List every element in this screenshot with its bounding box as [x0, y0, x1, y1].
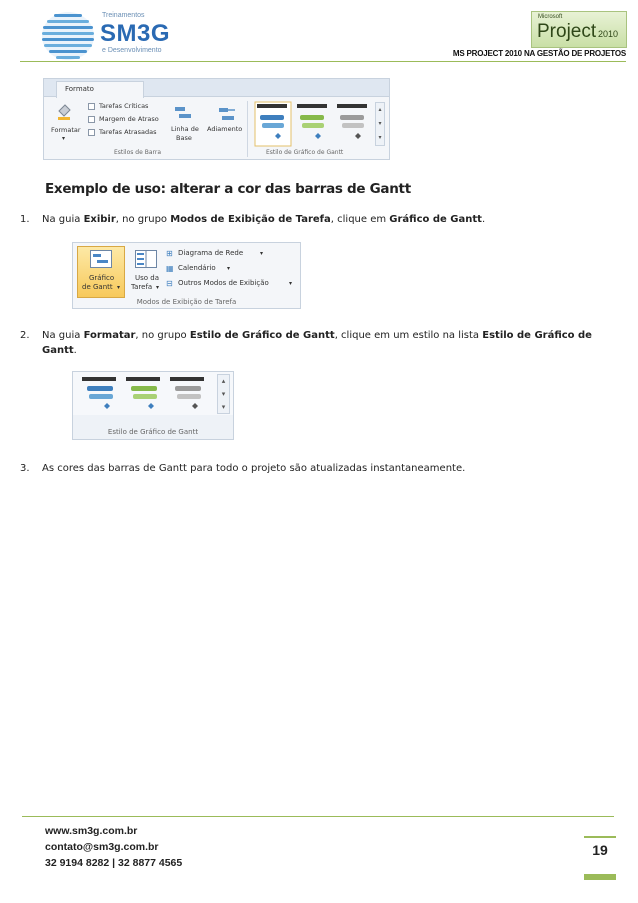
step-text: Na guia Exibir, no grupo Modos de Exibição de Tarefa, clique em Gráfico de Gantt. [42, 214, 486, 225]
chevron-down-icon: ▾ [260, 250, 264, 257]
uso-da-tarefa-button[interactable]: Tarefa [131, 283, 153, 291]
adiamento-button[interactable]: Adiamento [207, 125, 243, 133]
gantt-style-gallery[interactable] [79, 375, 209, 413]
checkbox-tarefas-atrasadas[interactable] [88, 129, 95, 136]
gantt-style-gray [337, 104, 367, 139]
footer-email[interactable]: contato@sm3g.com.br [45, 841, 159, 853]
page-number-bar-bottom [584, 874, 616, 880]
header-title: MS PROJECT 2010 NA GESTÃO DE PROJETOS [452, 49, 626, 58]
header-divider [20, 61, 626, 62]
group-label-estilo-gantt: Estilo de Gráfico de Gantt [266, 149, 344, 156]
footer-contact [45, 823, 182, 871]
diagrama-de-rede-button[interactable]: Diagrama de Rede [178, 249, 244, 257]
group-label-estilos-de-barra: Estilos de Barra [114, 149, 162, 156]
ribbon-exibir-screenshot [72, 242, 301, 309]
project-2010-logo [531, 11, 627, 48]
gantt-style-green [126, 377, 160, 409]
product-year: 2010 [598, 29, 619, 39]
footer-divider [22, 816, 614, 817]
tab-formato[interactable]: Formato [56, 81, 144, 98]
gantt-style-gray [170, 377, 204, 409]
checkbox-margem-de-atraso[interactable] [88, 116, 95, 123]
globe-icon [40, 10, 96, 62]
step-text: Na guia Formatar, no grupo Estilo de Gráfico de Gantt, clique em um estilo na lista Estilo de Gráfico de Gantt. [42, 330, 592, 356]
check-label: Tarefas Críticas [99, 102, 149, 110]
task-usage-icon [135, 250, 157, 268]
chevron-down-icon: ▾ [227, 265, 231, 272]
gantt-style-green [297, 104, 327, 139]
step-number: 1. [20, 214, 30, 225]
footer-website[interactable]: www.sm3g.com.br [45, 825, 138, 837]
linha-de-base-label[interactable]: Base [176, 134, 192, 142]
page-number: 19 [592, 842, 608, 858]
checkbox-tarefas-criticas[interactable] [88, 103, 95, 110]
calendar-icon: ▦ [166, 264, 174, 273]
uso-da-tarefa-button[interactable]: Uso da [135, 274, 160, 282]
paint-bucket-icon [56, 103, 72, 121]
product-vendor: Microsoft [538, 14, 563, 20]
chevron-down-icon: ▾ [117, 284, 121, 291]
gantt-chart-icon [90, 250, 112, 268]
slack-icon [218, 105, 236, 123]
page-number-bar-top [584, 836, 616, 838]
outros-modos-button[interactable]: Outros Modos de Exibição [178, 279, 269, 287]
grafico-label: de Gantt [82, 283, 113, 291]
step-1 [20, 212, 600, 227]
logo-tagline-top: Treinamentos [102, 12, 145, 19]
chevron-down-icon: ▾ [156, 284, 160, 291]
step-number: 2. [20, 330, 30, 341]
gantt-style-gallery-screenshot [72, 371, 234, 415]
chevron-down-icon: ▾ [289, 280, 293, 287]
step-3 [20, 461, 600, 476]
step-text: As cores das barras de Gantt para todo o projeto são atualizadas instantaneamente. [42, 463, 466, 474]
formatar-button[interactable]: Formatar [51, 126, 81, 134]
product-name: Project [537, 21, 597, 42]
group-label-estilo-gantt: Estilo de Gráfico de Gantt [72, 415, 234, 440]
logo-brand: SM3G [100, 20, 171, 47]
step-2 [20, 328, 600, 358]
step-number: 3. [20, 463, 30, 474]
baseline-icon [174, 105, 192, 123]
calendario-button[interactable]: Calendário [178, 264, 216, 272]
grafico-label: Gráfico [89, 274, 115, 282]
gallery-scroll-buttons[interactable]: ▴ ▾ ▾ [217, 374, 230, 414]
check-label: Tarefas Atrasadas [99, 128, 157, 136]
group-separator [247, 101, 248, 157]
linha-de-base-label[interactable]: Linha de [171, 125, 199, 133]
section-heading: Exemplo de uso: alterar a cor das barras de Gantt [45, 181, 411, 197]
gantt-style-blue [82, 377, 116, 409]
other-views-icon: ⊟ [166, 279, 173, 288]
footer-phones: 32 9194 8282 | 32 8877 4565 [45, 857, 183, 869]
network-diagram-icon: ⊞ [166, 249, 173, 258]
chevron-down-icon: ▾ [62, 135, 66, 142]
ribbon-formato-screenshot [43, 78, 390, 160]
gantt-style-gallery[interactable] [254, 101, 374, 147]
check-label: Margem de Atraso [99, 115, 159, 123]
group-label-modos-exibicao: Modos de Exibição de Tarefa [136, 298, 237, 306]
logo-tagline-bottom: e Desenvolvimento [102, 47, 162, 54]
sm3g-logo [40, 6, 190, 64]
gallery-scroll-buttons[interactable]: ▴ ▾ ▾ [375, 102, 385, 146]
